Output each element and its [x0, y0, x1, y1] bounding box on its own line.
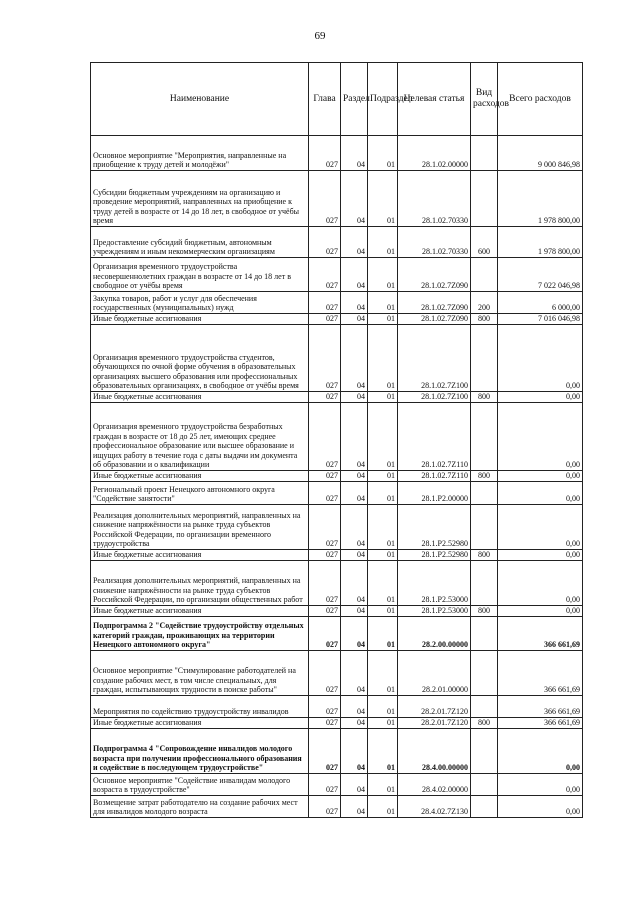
cell-vid — [471, 505, 498, 550]
cell-podrazdel: 01 — [368, 227, 398, 258]
table-row — [91, 729, 583, 774]
cell-glava: 027 — [309, 651, 341, 696]
table-row — [91, 403, 583, 471]
cell-name: Организация временного трудоустройства безработных граждан в возрасте от 18 до 25 лет, имеющих среднее профессиональное образование или высшее образование и ищущих работу в течение года с даты выдачи им документа об образовании и о квалификации — [91, 403, 309, 471]
cell-stat: 28.4.02.7Z130 — [398, 796, 471, 818]
cell-vid: 800 — [471, 550, 498, 561]
cell-total: 0,00 — [498, 550, 583, 561]
cell-name: Подпрограмма 4 "Сопровождение инвалидов молодого возраста при получении профессионального образования и содействие в последующем трудоустройстве" — [91, 729, 309, 774]
table-row — [91, 696, 583, 718]
cell-glava: 027 — [309, 617, 341, 651]
cell-podrazdel: 01 — [368, 696, 398, 718]
cell-glava: 027 — [309, 258, 341, 292]
cell-glava: 027 — [309, 796, 341, 818]
table-row — [91, 718, 583, 729]
cell-stat: 28.2.00.00000 — [398, 617, 471, 651]
cell-razdel: 04 — [341, 325, 368, 392]
table-row — [91, 796, 583, 818]
cell-podrazdel: 01 — [368, 774, 398, 796]
cell-podrazdel: 01 — [368, 617, 398, 651]
cell-glava: 027 — [309, 606, 341, 617]
cell-razdel: 04 — [341, 136, 368, 171]
cell-name: Реализация дополнительных мероприятий, направленных на снижение напряжённости на рынке труда субъектов Российской Федерации, по организации временного трудоустройства — [91, 505, 309, 550]
cell-glava: 027 — [309, 718, 341, 729]
cell-razdel: 04 — [341, 505, 368, 550]
cell-vid — [471, 774, 498, 796]
table-row — [91, 471, 583, 482]
header-stat: Целевая статья — [398, 63, 471, 136]
cell-vid: 600 — [471, 227, 498, 258]
cell-podrazdel: 01 — [368, 550, 398, 561]
cell-vid — [471, 696, 498, 718]
cell-name: Реализация дополнительных мероприятий, направленных на снижение напряжённости на рынке труда субъектов Российской Федерации, по организации общественных работ — [91, 561, 309, 606]
header-total: Всего расходов — [498, 63, 583, 136]
cell-podrazdel: 01 — [368, 314, 398, 325]
cell-glava: 027 — [309, 505, 341, 550]
cell-stat: 28.1.02.7Z100 — [398, 325, 471, 392]
cell-glava: 027 — [309, 136, 341, 171]
table-row — [91, 617, 583, 651]
cell-razdel: 04 — [341, 471, 368, 482]
cell-vid: 800 — [471, 314, 498, 325]
cell-total: 0,00 — [498, 392, 583, 403]
cell-glava: 027 — [309, 314, 341, 325]
cell-podrazdel: 01 — [368, 392, 398, 403]
cell-total: 366 661,69 — [498, 617, 583, 651]
cell-vid — [471, 258, 498, 292]
cell-stat: 28.1.02.7Z090 — [398, 258, 471, 292]
cell-stat: 28.1.02.70330 — [398, 227, 471, 258]
table-row — [91, 325, 583, 392]
cell-glava: 027 — [309, 392, 341, 403]
table-row — [91, 136, 583, 171]
cell-podrazdel: 01 — [368, 561, 398, 606]
cell-stat: 28.4.00.00000 — [398, 729, 471, 774]
cell-razdel: 04 — [341, 227, 368, 258]
cell-total: 0,00 — [498, 561, 583, 606]
cell-razdel: 04 — [341, 696, 368, 718]
cell-vid — [471, 136, 498, 171]
cell-total: 9 000 846,98 — [498, 136, 583, 171]
header-podrazdel: Подраздел — [368, 63, 398, 136]
cell-stat: 28.1.P2.00000 — [398, 482, 471, 505]
cell-glava: 027 — [309, 325, 341, 392]
budget-table — [90, 62, 583, 818]
cell-stat: 28.1.P2.53000 — [398, 606, 471, 617]
cell-total: 1 978 800,00 — [498, 227, 583, 258]
cell-razdel: 04 — [341, 796, 368, 818]
cell-name: Иные бюджетные ассигнования — [91, 392, 309, 403]
cell-razdel: 04 — [341, 561, 368, 606]
cell-podrazdel: 01 — [368, 718, 398, 729]
cell-podrazdel: 01 — [368, 171, 398, 227]
cell-stat: 28.1.02.7Z110 — [398, 471, 471, 482]
table-header-row — [91, 63, 583, 136]
cell-razdel: 04 — [341, 550, 368, 561]
cell-stat: 28.1.02.7Z090 — [398, 292, 471, 314]
table-row — [91, 227, 583, 258]
cell-name: Иные бюджетные ассигнования — [91, 550, 309, 561]
cell-stat: 28.1.02.7Z100 — [398, 392, 471, 403]
table-row — [91, 606, 583, 617]
cell-name: Иные бюджетные ассигнования — [91, 718, 309, 729]
cell-razdel: 04 — [341, 392, 368, 403]
table-row — [91, 550, 583, 561]
cell-name: Мероприятия по содействию трудоустройству инвалидов — [91, 696, 309, 718]
cell-glava: 027 — [309, 729, 341, 774]
cell-name: Закупка товаров, работ и услуг для обеспечения государственных (муниципальных) нужд — [91, 292, 309, 314]
cell-razdel: 04 — [341, 292, 368, 314]
cell-stat: 28.2.01.7Z120 — [398, 718, 471, 729]
header-name: Наименование — [91, 63, 309, 136]
cell-razdel: 04 — [341, 617, 368, 651]
cell-podrazdel: 01 — [368, 606, 398, 617]
cell-name: Субсидии бюджетным учреждениям на организацию и проведение мероприятий, направленных на приобщение к труду детей в возрасте от 14 до 18 лет, в свободное от учёбы время — [91, 171, 309, 227]
cell-glava: 027 — [309, 403, 341, 471]
cell-total: 0,00 — [498, 606, 583, 617]
table-row — [91, 482, 583, 505]
cell-podrazdel: 01 — [368, 403, 398, 471]
cell-glava: 027 — [309, 561, 341, 606]
cell-glava: 027 — [309, 171, 341, 227]
cell-glava: 027 — [309, 482, 341, 505]
cell-podrazdel: 01 — [368, 258, 398, 292]
cell-total: 0,00 — [498, 482, 583, 505]
header-vid: Вид расходов — [471, 63, 498, 136]
cell-stat: 28.1.P2.52980 — [398, 550, 471, 561]
cell-vid: 800 — [471, 392, 498, 403]
cell-total: 366 661,69 — [498, 718, 583, 729]
cell-name: Иные бюджетные ассигнования — [91, 606, 309, 617]
header-glava: Глава — [309, 63, 341, 136]
cell-stat: 28.1.P2.53000 — [398, 561, 471, 606]
cell-total: 7 016 046,98 — [498, 314, 583, 325]
page-number: 69 — [314, 30, 326, 42]
cell-stat: 28.1.02.7Z090 — [398, 314, 471, 325]
table-row — [91, 171, 583, 227]
cell-stat: 28.1.02.7Z110 — [398, 403, 471, 471]
cell-vid — [471, 171, 498, 227]
cell-razdel: 04 — [341, 774, 368, 796]
cell-total: 366 661,69 — [498, 696, 583, 718]
table-row — [91, 774, 583, 796]
table-row — [91, 561, 583, 606]
cell-total: 0,00 — [498, 325, 583, 392]
cell-name: Возмещение затрат работодателю на создание рабочих мест для инвалидов молодого возраста — [91, 796, 309, 818]
cell-podrazdel: 01 — [368, 136, 398, 171]
cell-vid — [471, 729, 498, 774]
table-row — [91, 505, 583, 550]
cell-podrazdel: 01 — [368, 292, 398, 314]
cell-glava: 027 — [309, 774, 341, 796]
table-row — [91, 258, 583, 292]
cell-vid — [471, 796, 498, 818]
cell-vid — [471, 482, 498, 505]
cell-stat: 28.1.P2.52980 — [398, 505, 471, 550]
cell-podrazdel: 01 — [368, 482, 398, 505]
cell-vid: 800 — [471, 718, 498, 729]
cell-razdel: 04 — [341, 718, 368, 729]
cell-name: Организация временного трудоустройства студентов, обучающихся по очной форме обучения в образовательных организациях высшего образования или профессиональных образовательных организациях, в свободное от учёбы время — [91, 325, 309, 392]
cell-name: Иные бюджетные ассигнования — [91, 471, 309, 482]
cell-vid — [471, 561, 498, 606]
cell-total: 0,00 — [498, 729, 583, 774]
table-row — [91, 314, 583, 325]
cell-razdel: 04 — [341, 314, 368, 325]
table-body — [91, 136, 583, 818]
cell-podrazdel: 01 — [368, 505, 398, 550]
cell-total: 0,00 — [498, 796, 583, 818]
cell-stat: 28.4.02.00000 — [398, 774, 471, 796]
cell-podrazdel: 01 — [368, 729, 398, 774]
cell-stat: 28.1.02.00000 — [398, 136, 471, 171]
cell-stat: 28.1.02.70330 — [398, 171, 471, 227]
cell-glava: 027 — [309, 471, 341, 482]
cell-podrazdel: 01 — [368, 796, 398, 818]
cell-vid: 800 — [471, 471, 498, 482]
cell-vid — [471, 617, 498, 651]
cell-glava: 027 — [309, 696, 341, 718]
cell-name: Организация временного трудоустройства несовершеннолетних граждан в возрасте от 14 до 18 лет в свободное от учёбы время — [91, 258, 309, 292]
cell-glava: 027 — [309, 292, 341, 314]
cell-razdel: 04 — [341, 729, 368, 774]
cell-vid — [471, 325, 498, 392]
cell-razdel: 04 — [341, 403, 368, 471]
cell-podrazdel: 01 — [368, 325, 398, 392]
cell-vid: 800 — [471, 606, 498, 617]
cell-total: 6 000,00 — [498, 292, 583, 314]
cell-name: Основное мероприятие "Содействие инвалидам молодого возраста в трудоустройстве" — [91, 774, 309, 796]
cell-glava: 027 — [309, 227, 341, 258]
cell-razdel: 04 — [341, 258, 368, 292]
cell-vid: 200 — [471, 292, 498, 314]
cell-total: 366 661,69 — [498, 651, 583, 696]
cell-total: 0,00 — [498, 774, 583, 796]
cell-stat: 28.2.01.7Z120 — [398, 696, 471, 718]
cell-vid — [471, 651, 498, 696]
table-row — [91, 651, 583, 696]
cell-name: Иные бюджетные ассигнования — [91, 314, 309, 325]
cell-name: Основное мероприятие "Стимулирование работодателей на создание рабочих мест, в том числе специальных, для граждан, испытывающих трудности в поиске работы" — [91, 651, 309, 696]
cell-razdel: 04 — [341, 482, 368, 505]
cell-razdel: 04 — [341, 651, 368, 696]
cell-total: 0,00 — [498, 403, 583, 471]
cell-name: Основное мероприятие "Мероприятия, направленные на приобщение к труду детей и молодёжи" — [91, 136, 309, 171]
header-razdel: Раздел — [341, 63, 368, 136]
table-row — [91, 292, 583, 314]
cell-name: Региональный проект Ненецкого автономного округа "Содействие занятости" — [91, 482, 309, 505]
cell-glava: 027 — [309, 550, 341, 561]
cell-total: 1 978 800,00 — [498, 171, 583, 227]
table-row — [91, 392, 583, 403]
cell-razdel: 04 — [341, 606, 368, 617]
cell-podrazdel: 01 — [368, 471, 398, 482]
cell-vid — [471, 403, 498, 471]
cell-podrazdel: 01 — [368, 651, 398, 696]
cell-razdel: 04 — [341, 171, 368, 227]
cell-total: 7 022 046,98 — [498, 258, 583, 292]
cell-stat: 28.2.01.00000 — [398, 651, 471, 696]
cell-name: Подпрограмма 2 "Содействие трудоустройству отдельных категорий граждан, проживающих на территории Ненецкого автономного округа" — [91, 617, 309, 651]
cell-name: Предоставление субсидий бюджетным, автономным учреждениям и иным некоммерческим организациям — [91, 227, 309, 258]
cell-total: 0,00 — [498, 471, 583, 482]
cell-total: 0,00 — [498, 505, 583, 550]
